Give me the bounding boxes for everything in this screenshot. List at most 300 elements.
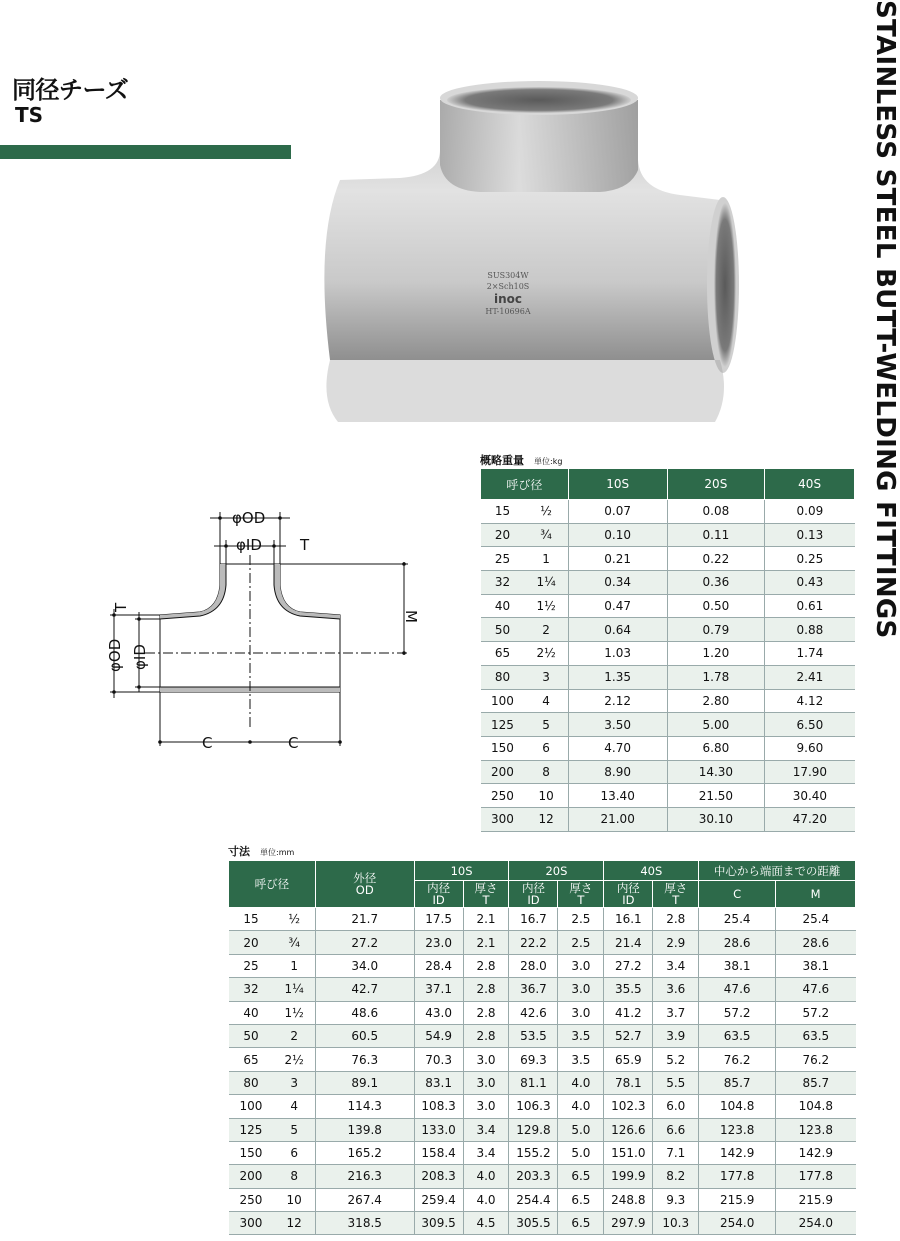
dim-m: 63.5: [776, 1024, 856, 1047]
weight-header-40s: 40S: [765, 469, 855, 500]
weight-20s: 0.36: [667, 571, 765, 595]
nominal-a: 40: [481, 594, 525, 618]
weight-20s: 2.80: [667, 689, 765, 713]
weight-20s: 1.78: [667, 665, 765, 689]
dim-t10: 2.8: [463, 1024, 509, 1047]
dim-t40: 7.1: [653, 1141, 699, 1164]
nominal-a: 25: [481, 547, 525, 571]
dim-t20: 4.0: [558, 1071, 604, 1094]
dim-id10: 133.0: [414, 1118, 463, 1141]
weight-40s: 0.09: [765, 500, 855, 524]
nominal-a: 65: [481, 642, 525, 666]
label-c-left: C: [202, 734, 213, 752]
dim-a: 15: [229, 908, 274, 931]
dim-id20: 129.8: [509, 1118, 558, 1141]
photo-marking-3: HT-10696A: [485, 307, 531, 316]
dim-t40: 3.6: [653, 978, 699, 1001]
nominal-b: 5: [524, 713, 568, 737]
dim-header-t-40s: 厚さ T: [653, 881, 699, 908]
dim-id40: 126.6: [604, 1118, 653, 1141]
photo-logo: inoc: [493, 292, 523, 306]
dim-od: 318.5: [315, 1212, 414, 1235]
dim-t10: 2.8: [463, 954, 509, 977]
weight-20s: 14.30: [667, 760, 765, 784]
nominal-b: 8: [524, 760, 568, 784]
dim-od: 139.8: [315, 1118, 414, 1141]
dim-id40: 297.9: [604, 1212, 653, 1235]
weight-40s: 1.74: [765, 642, 855, 666]
table-row: [481, 689, 855, 713]
dim-id40: 16.1: [604, 908, 653, 931]
dim-id40: 41.2: [604, 1001, 653, 1024]
dim-t20: 3.0: [558, 954, 604, 977]
dim-c: 177.8: [699, 1165, 776, 1188]
nominal-b: 2½: [524, 642, 568, 666]
table-row: [229, 1141, 856, 1164]
dim-t20: 3.5: [558, 1024, 604, 1047]
weight-40s: 9.60: [765, 736, 855, 760]
weight-header-10s: 10S: [568, 469, 667, 500]
photo-marking-1: SUS304W: [487, 271, 529, 280]
title-block: [12, 76, 128, 126]
table-row: [229, 931, 856, 954]
dim-id20: 155.2: [509, 1141, 558, 1164]
label-t-left: T: [112, 602, 130, 612]
dim-a: 300: [229, 1212, 274, 1235]
dim-t40: 10.3: [653, 1212, 699, 1235]
dim-m: 177.8: [776, 1165, 856, 1188]
dim-t40: 2.8: [653, 908, 699, 931]
dim-a: 200: [229, 1165, 274, 1188]
dim-t10: 3.0: [463, 1071, 509, 1094]
weight-10s: 0.21: [568, 547, 667, 571]
dim-id10: 37.1: [414, 978, 463, 1001]
dim-b: 1½: [273, 1001, 315, 1024]
dim-id10: 259.4: [414, 1188, 463, 1211]
dim-header-t-10s: 厚さ T: [463, 881, 509, 908]
table-row: [229, 1095, 856, 1118]
weight-10s: 0.34: [568, 571, 667, 595]
weight-body: [481, 500, 855, 832]
dim-t10: 3.4: [463, 1141, 509, 1164]
dim-b: 3: [273, 1071, 315, 1094]
dim-id40: 21.4: [604, 931, 653, 954]
weight-40s: 2.41: [765, 665, 855, 689]
table-row: [481, 713, 855, 737]
dim-t10: 4.0: [463, 1165, 509, 1188]
nominal-a: 300: [481, 807, 525, 831]
table-row: [229, 1118, 856, 1141]
dim-header-od: 外径 OD: [315, 861, 414, 908]
dim-id20: 53.5: [509, 1024, 558, 1047]
table-row: [229, 954, 856, 977]
nominal-b: 10: [524, 784, 568, 808]
dim-id10: 83.1: [414, 1071, 463, 1094]
nominal-a: 250: [481, 784, 525, 808]
weight-10s: 0.10: [568, 523, 667, 547]
dim-id20: 28.0: [509, 954, 558, 977]
dim-id20: 106.3: [509, 1095, 558, 1118]
dim-t40: 3.4: [653, 954, 699, 977]
dim-c: 47.6: [699, 978, 776, 1001]
page-title: 同径チーズ: [12, 76, 129, 104]
dim-id10: 54.9: [414, 1024, 463, 1047]
dim-c: 28.6: [699, 931, 776, 954]
dim-header-id-20s: 内径 ID: [509, 881, 558, 908]
dim-id20: 305.5: [509, 1212, 558, 1235]
dim-c: 63.5: [699, 1024, 776, 1047]
table-row: [229, 1001, 856, 1024]
weight-20s: 0.11: [667, 523, 765, 547]
dim-m: 47.6: [776, 978, 856, 1001]
nominal-a: 20: [481, 523, 525, 547]
dim-od: 114.3: [315, 1095, 414, 1118]
dim-b: 4: [273, 1095, 315, 1118]
table-row: [229, 1188, 856, 1211]
dim-id40: 151.0: [604, 1141, 653, 1164]
dim-m: 85.7: [776, 1071, 856, 1094]
dim-c: 104.8: [699, 1095, 776, 1118]
nominal-a: 80: [481, 665, 525, 689]
nominal-a: 100: [481, 689, 525, 713]
nominal-b: 4: [524, 689, 568, 713]
product-code: TS: [15, 103, 44, 127]
weight-header-20s: 20S: [667, 469, 765, 500]
dim-b: 6: [273, 1141, 315, 1164]
dim-od: 76.3: [315, 1048, 414, 1071]
dim-t20: 3.0: [558, 1001, 604, 1024]
dim-t20: 6.5: [558, 1212, 604, 1235]
weight-10s: 8.90: [568, 760, 667, 784]
dim-od: 21.7: [315, 908, 414, 931]
dim-od: 89.1: [315, 1071, 414, 1094]
dim-b: 8: [273, 1165, 315, 1188]
dim-header-nominal: 呼び径: [229, 861, 316, 908]
weight-caption: [480, 452, 562, 468]
weight-10s: 13.40: [568, 784, 667, 808]
label-t-top: T: [300, 536, 310, 554]
table-row: [481, 807, 855, 831]
dim-t10: 3.0: [463, 1048, 509, 1071]
dim-a: 150: [229, 1141, 274, 1164]
dim-id10: 23.0: [414, 931, 463, 954]
table-row: [481, 736, 855, 760]
dim-m: 57.2: [776, 1001, 856, 1024]
dim-body: [229, 908, 856, 1235]
dim-t20: 6.5: [558, 1188, 604, 1211]
dim-t20: 3.5: [558, 1048, 604, 1071]
dim-t10: 4.5: [463, 1212, 509, 1235]
weight-10s: 0.64: [568, 618, 667, 642]
nominal-b: 6: [524, 736, 568, 760]
dim-a: 32: [229, 978, 274, 1001]
label-id-left: φID: [131, 644, 149, 670]
dim-t20: 2.5: [558, 908, 604, 931]
table-row: [229, 1212, 856, 1235]
dim-m: 215.9: [776, 1188, 856, 1211]
weight-20s: 6.80: [667, 736, 765, 760]
weight-10s: 0.47: [568, 594, 667, 618]
dim-a: 80: [229, 1071, 274, 1094]
tee-drawing: [90, 500, 430, 760]
weight-20s: 0.22: [667, 547, 765, 571]
nominal-a: 150: [481, 736, 525, 760]
dim-id20: 69.3: [509, 1048, 558, 1071]
weight-20s: 21.50: [667, 784, 765, 808]
dim-id40: 35.5: [604, 978, 653, 1001]
dim-t20: 3.0: [558, 978, 604, 1001]
dim-t20: 5.0: [558, 1118, 604, 1141]
dim-m: 123.8: [776, 1118, 856, 1141]
dim-id10: 43.0: [414, 1001, 463, 1024]
dim-id40: 65.9: [604, 1048, 653, 1071]
dim-t40: 5.5: [653, 1071, 699, 1094]
nominal-a: 200: [481, 760, 525, 784]
weight-20s: 5.00: [667, 713, 765, 737]
dim-c: 25.4: [699, 908, 776, 931]
dim-id20: 42.6: [509, 1001, 558, 1024]
dim-header-10s: 10S: [414, 861, 509, 881]
dim-id10: 158.4: [414, 1141, 463, 1164]
dim-m: 28.6: [776, 931, 856, 954]
weight-10s: 0.07: [568, 500, 667, 524]
nominal-a: 32: [481, 571, 525, 595]
dim-b: 2½: [273, 1048, 315, 1071]
nominal-a: 15: [481, 500, 525, 524]
dim-header-20s: 20S: [509, 861, 604, 881]
weight-40s: 0.43: [765, 571, 855, 595]
weight-header-nominal: 呼び径: [481, 469, 569, 500]
dim-m: 104.8: [776, 1095, 856, 1118]
dim-od: 27.2: [315, 931, 414, 954]
dim-a: 40: [229, 1001, 274, 1024]
weight-caption-text: 概略重量: [480, 454, 524, 467]
weight-10s: 21.00: [568, 807, 667, 831]
dim-t20: 5.0: [558, 1141, 604, 1164]
dim-m: 25.4: [776, 908, 856, 931]
weight-10s: 2.12: [568, 689, 667, 713]
dim-t40: 9.3: [653, 1188, 699, 1211]
weight-40s: 4.12: [765, 689, 855, 713]
dim-id20: 254.4: [509, 1188, 558, 1211]
weight-40s: 47.20: [765, 807, 855, 831]
dim-m: 254.0: [776, 1212, 856, 1235]
dim-header-id-40s: 内径 ID: [604, 881, 653, 908]
label-od-top: φOD: [232, 509, 266, 527]
dim-t20: 2.5: [558, 931, 604, 954]
table-row: [229, 1024, 856, 1047]
dim-c: 215.9: [699, 1188, 776, 1211]
dim-id20: 36.7: [509, 978, 558, 1001]
dim-b: 12: [273, 1212, 315, 1235]
dim-t40: 3.9: [653, 1024, 699, 1047]
dim-header-t-20s: 厚さ T: [558, 881, 604, 908]
nominal-b: 1½: [524, 594, 568, 618]
dim-id10: 17.5: [414, 908, 463, 931]
dim-id40: 78.1: [604, 1071, 653, 1094]
side-title-text: STAINLESS STEEL BUTT-WELDING FITTINGS: [870, 0, 900, 639]
dim-a: 125: [229, 1118, 274, 1141]
dim-c: 123.8: [699, 1118, 776, 1141]
nominal-b: 3: [524, 665, 568, 689]
dim-od: 34.0: [315, 954, 414, 977]
dim-b: ¾: [273, 931, 315, 954]
dim-header-id-10s: 内径 ID: [414, 881, 463, 908]
dim-a: 50: [229, 1024, 274, 1047]
tee-photo: [300, 60, 750, 440]
weight-40s: 17.90: [765, 760, 855, 784]
weight-20s: 1.20: [667, 642, 765, 666]
nominal-a: 50: [481, 618, 525, 642]
dim-c: 57.2: [699, 1001, 776, 1024]
table-row: [481, 642, 855, 666]
photo-marking-2: 2×Sch10S: [486, 282, 530, 291]
weight-40s: 0.25: [765, 547, 855, 571]
dim-c: 142.9: [699, 1141, 776, 1164]
dim-a: 65: [229, 1048, 274, 1071]
label-od-left: φOD: [106, 638, 124, 672]
dim-header-center: 中心から端面までの距離: [699, 861, 856, 881]
nominal-b: 1¼: [524, 571, 568, 595]
dim-c: 254.0: [699, 1212, 776, 1235]
table-row: [481, 594, 855, 618]
dim-header-m: M: [776, 881, 856, 908]
table-row: [229, 1165, 856, 1188]
side-title: [870, 0, 900, 639]
dim-id40: 199.9: [604, 1165, 653, 1188]
dim-id40: 27.2: [604, 954, 653, 977]
dim-od: 60.5: [315, 1024, 414, 1047]
dim-id10: 70.3: [414, 1048, 463, 1071]
table-row: [229, 978, 856, 1001]
table-row: [229, 1071, 856, 1094]
weight-10s: 1.35: [568, 665, 667, 689]
dim-od: 48.6: [315, 1001, 414, 1024]
weight-20s: 30.10: [667, 807, 765, 831]
dim-caption: [228, 843, 294, 859]
dim-m: 76.2: [776, 1048, 856, 1071]
weight-20s: 0.08: [667, 500, 765, 524]
table-row: [229, 1048, 856, 1071]
dim-c: 76.2: [699, 1048, 776, 1071]
nominal-a: 125: [481, 713, 525, 737]
dim-od: 216.3: [315, 1165, 414, 1188]
table-row: [481, 760, 855, 784]
dim-a: 20: [229, 931, 274, 954]
dim-b: 10: [273, 1188, 315, 1211]
table-row: [481, 500, 855, 524]
nominal-b: ¾: [524, 523, 568, 547]
accent-bar: [0, 145, 291, 159]
dim-t20: 4.0: [558, 1095, 604, 1118]
dim-t40: 5.2: [653, 1048, 699, 1071]
nominal-b: 2: [524, 618, 568, 642]
weight-40s: 0.88: [765, 618, 855, 642]
dim-t40: 6.0: [653, 1095, 699, 1118]
dim-t40: 8.2: [653, 1165, 699, 1188]
weight-unit: 単位:kg: [534, 457, 563, 466]
dim-id40: 102.3: [604, 1095, 653, 1118]
dim-t10: 2.8: [463, 978, 509, 1001]
dim-t40: 2.9: [653, 931, 699, 954]
table-row: [481, 618, 855, 642]
dim-caption-text: 寸法: [228, 845, 250, 858]
dim-c: 38.1: [699, 954, 776, 977]
dim-t40: 3.7: [653, 1001, 699, 1024]
table-row: [481, 784, 855, 808]
dim-id40: 52.7: [604, 1024, 653, 1047]
nominal-b: 12: [524, 807, 568, 831]
dim-b: 1: [273, 954, 315, 977]
weight-40s: 0.61: [765, 594, 855, 618]
dim-t10: 4.0: [463, 1188, 509, 1211]
dim-od: 42.7: [315, 978, 414, 1001]
dim-id10: 208.3: [414, 1165, 463, 1188]
weight-40s: 30.40: [765, 784, 855, 808]
dim-a: 100: [229, 1095, 274, 1118]
weight-40s: 6.50: [765, 713, 855, 737]
dim-id40: 248.8: [604, 1188, 653, 1211]
dim-b: 5: [273, 1118, 315, 1141]
dim-id10: 108.3: [414, 1095, 463, 1118]
dim-a: 25: [229, 954, 274, 977]
weight-20s: 0.50: [667, 594, 765, 618]
dim-a: 250: [229, 1188, 274, 1211]
dim-header-40s: 40S: [604, 861, 699, 881]
dim-id20: 81.1: [509, 1071, 558, 1094]
dim-c: 85.7: [699, 1071, 776, 1094]
dim-m: 142.9: [776, 1141, 856, 1164]
weight-40s: 0.13: [765, 523, 855, 547]
dim-id20: 203.3: [509, 1165, 558, 1188]
dim-id10: 28.4: [414, 954, 463, 977]
table-row: [481, 523, 855, 547]
label-c-right: C: [288, 734, 299, 752]
weight-10s: 4.70: [568, 736, 667, 760]
dim-t10: 3.0: [463, 1095, 509, 1118]
dim-b: ½: [273, 908, 315, 931]
dim-header-c: C: [699, 881, 776, 908]
dim-id20: 16.7: [509, 908, 558, 931]
nominal-b: 1: [524, 547, 568, 571]
dim-t10: 2.1: [463, 931, 509, 954]
table-row: [481, 665, 855, 689]
dim-b: 2: [273, 1024, 315, 1047]
nominal-b: ½: [524, 500, 568, 524]
dim-m: 38.1: [776, 954, 856, 977]
dim-t10: 3.4: [463, 1118, 509, 1141]
dim-unit: 単位:mm: [260, 848, 295, 857]
dim-od: 267.4: [315, 1188, 414, 1211]
dim-t10: 2.8: [463, 1001, 509, 1024]
table-row: [481, 571, 855, 595]
weight-20s: 0.79: [667, 618, 765, 642]
table-row: [481, 547, 855, 571]
label-m: M: [402, 610, 420, 623]
weight-10s: 1.03: [568, 642, 667, 666]
dim-t10: 2.1: [463, 908, 509, 931]
dim-id10: 309.5: [414, 1212, 463, 1235]
dim-b: 1¼: [273, 978, 315, 1001]
weight-10s: 3.50: [568, 713, 667, 737]
dim-t40: 6.6: [653, 1118, 699, 1141]
dim-t20: 6.5: [558, 1165, 604, 1188]
dim-od: 165.2: [315, 1141, 414, 1164]
dim-id20: 22.2: [509, 931, 558, 954]
weight-table: [480, 468, 855, 832]
dimensions-table: [228, 860, 856, 1235]
label-id-top: φID: [236, 536, 262, 554]
